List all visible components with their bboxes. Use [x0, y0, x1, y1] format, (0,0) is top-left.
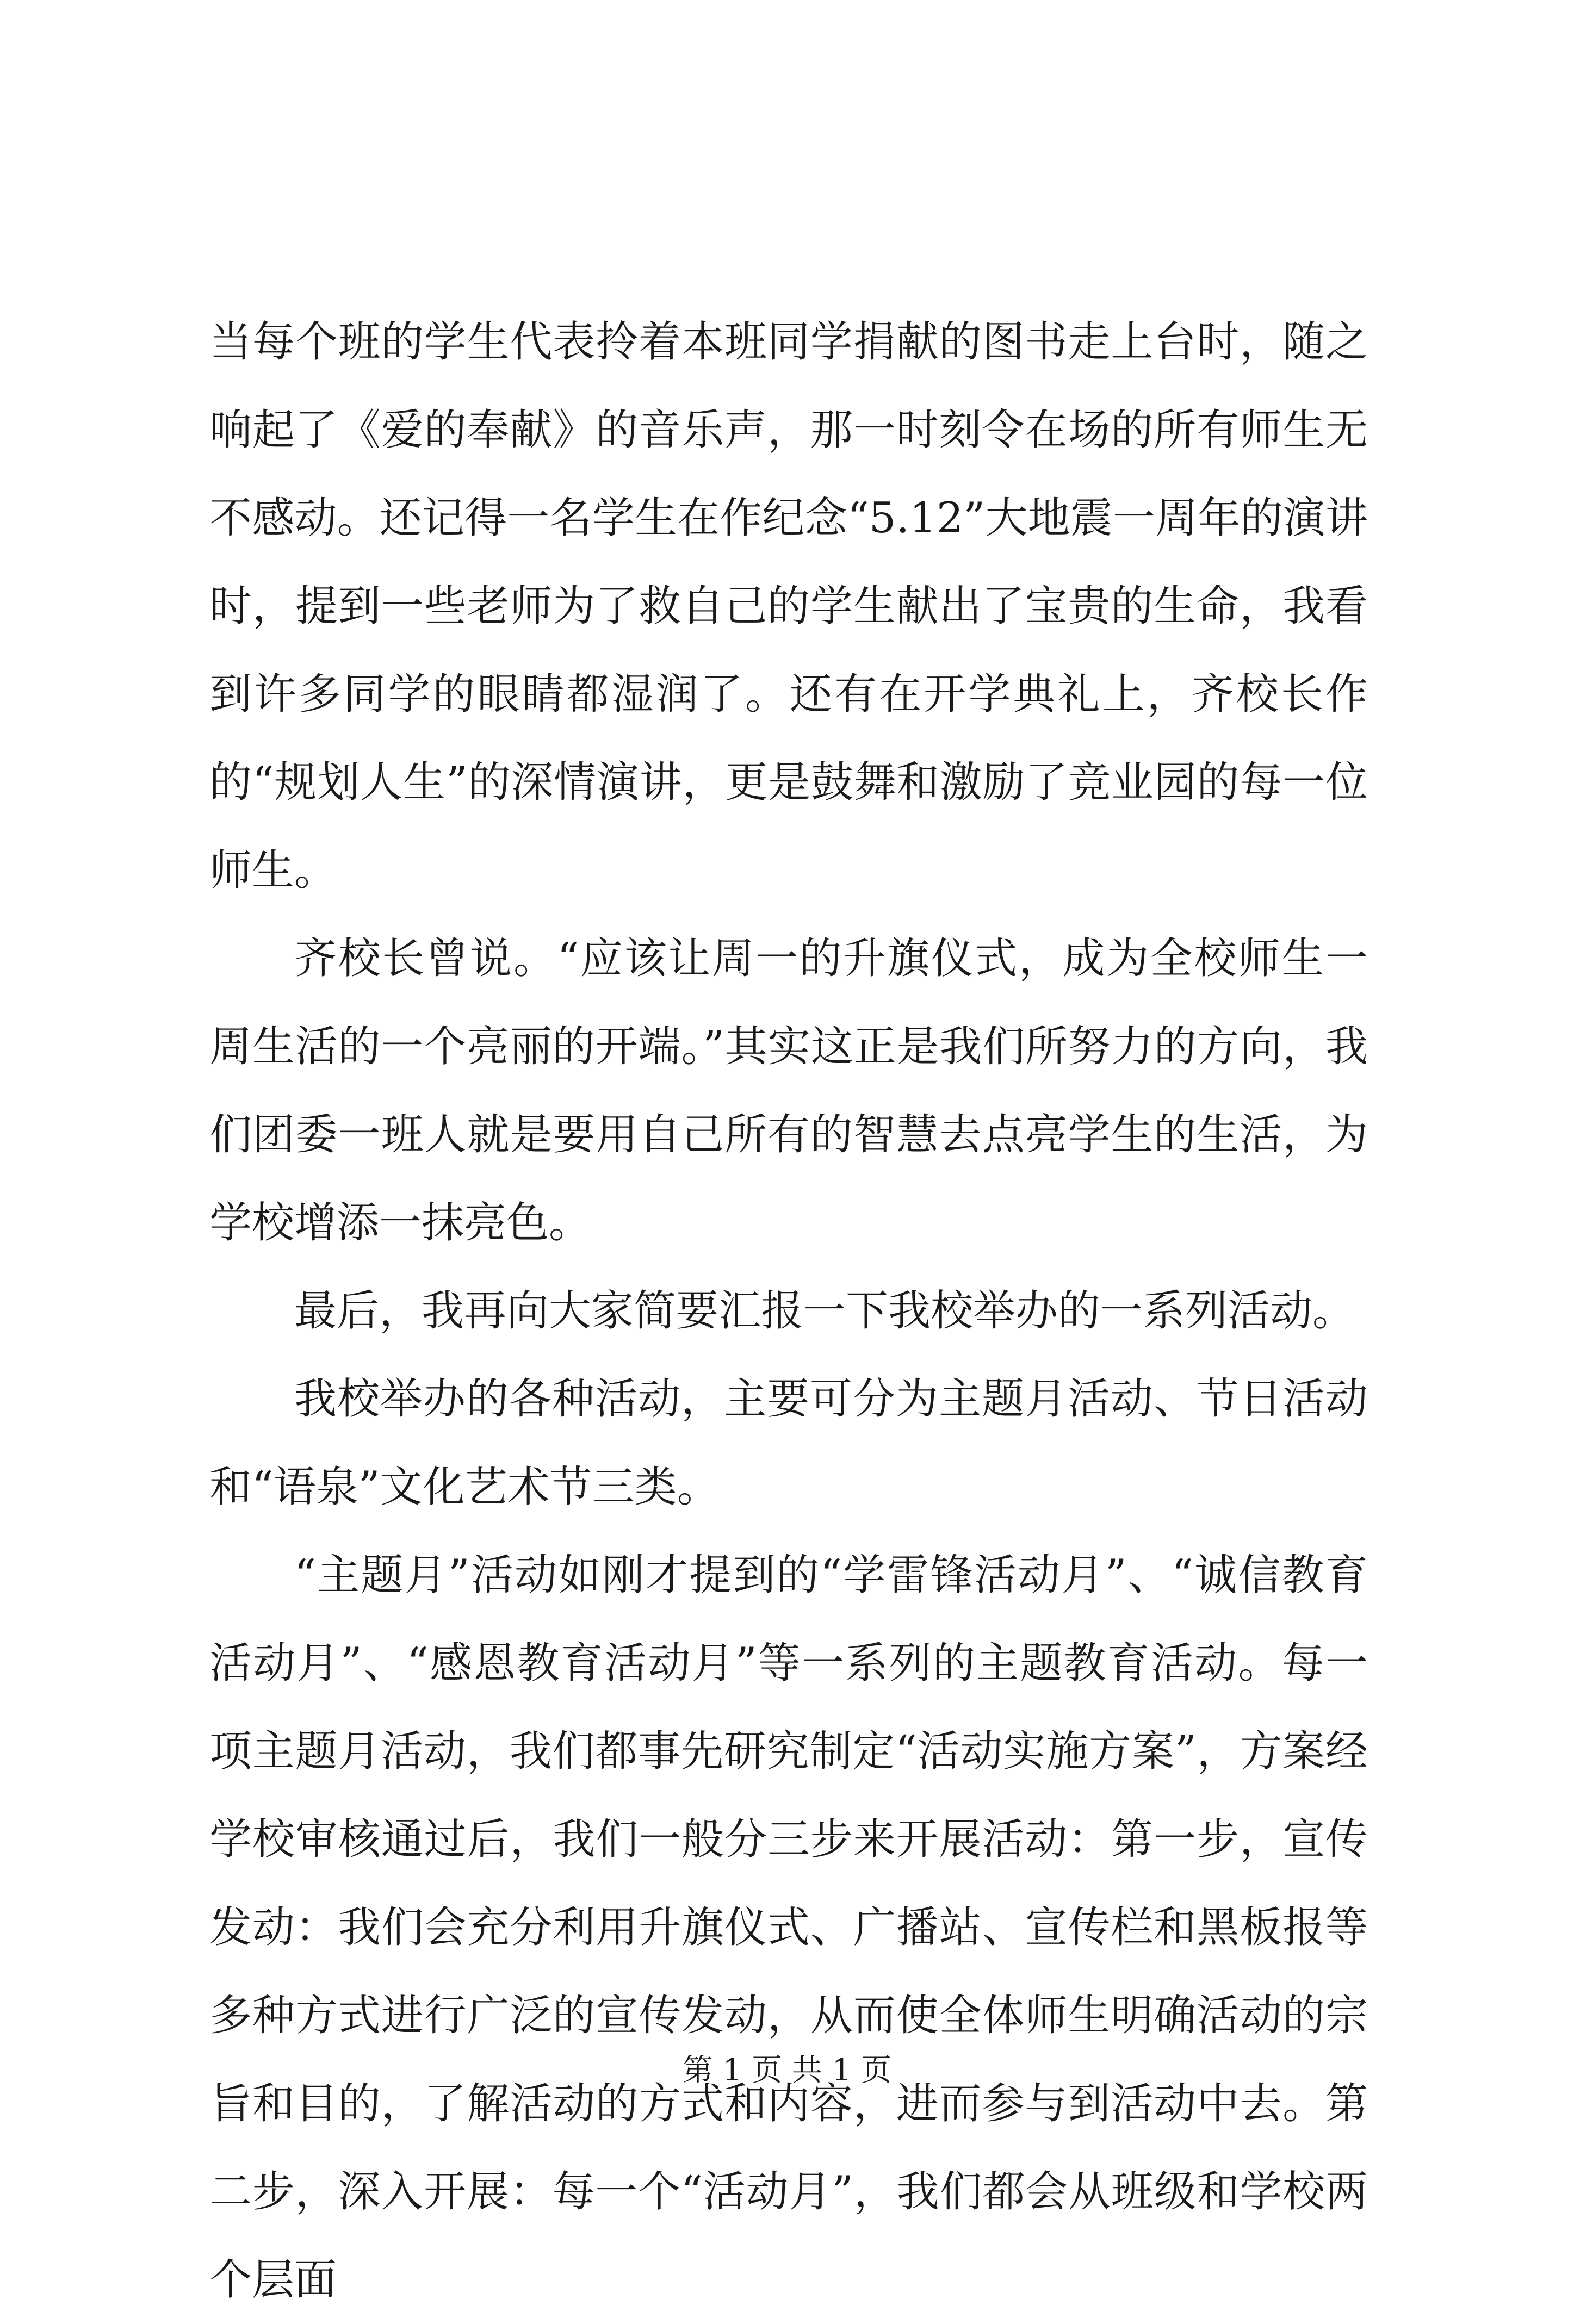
paragraph-4: 我校举办的各种活动，主要可分为主题月活动、节日活动和“语泉”文化艺术节三类。 [209, 1375, 1368, 1512]
paragraph-2: 齐校长曾说。“应该让周一的升旗仪式，成为全校师生一周生活的一个亮丽的开端。”其实这正是我们所努力的方向，我们团委一班人就是要用自己所有的智慧去点亮学生的生活，为学校增添一抹亮色。 [209, 934, 1368, 1247]
page-number-footer: 第 1 页 共 1 页 [682, 2053, 892, 2088]
paragraph-1: 当每个班的学生代表拎着本班同学捐献的图书走上台时，随之响起了《爱的奉献》的音乐声，那一时刻令在场的所有师生无不感动。还记得一名学生在作纪念“5.12”大地震一周年的演讲时，提到一些老师为了救自己的学生献出了宝贵的生命，我看到许多同学的眼睛都湿润了。还有在开学典礼上，齐校长作的“规划人生”的深情演讲，更是鼓舞和激励了竞业园的每一位师生。 [209, 318, 1368, 895]
document-body [209, 298, 1368, 2324]
paragraph-5: “主题月”活动如刚才提到的“学雷锋活动月”、“诚信教育活动月”、“感恩教育活动月”等一系列的主题教育活动。每一项主题月活动，我们都事先研究制定“活动实施方案”，方案经学校审核通过后，我们一般分三步来开展活动：第一步，宣传发动：我们会充分利用升旗仪式、广播站、宣传栏和黑板报等多种方式进行广泛的宣传发动，从而使全体师生明确活动的宗旨和目的，了解活动的方式和内容，进而参与到活动中去。第二步，深入开展：每一个“活动月”，我们都会从班级和学校两个层面 [209, 1551, 1368, 2304]
paragraph-3: 最后，我再向大家简要汇报一下我校举办的一系列活动。 [294, 1287, 1355, 1335]
